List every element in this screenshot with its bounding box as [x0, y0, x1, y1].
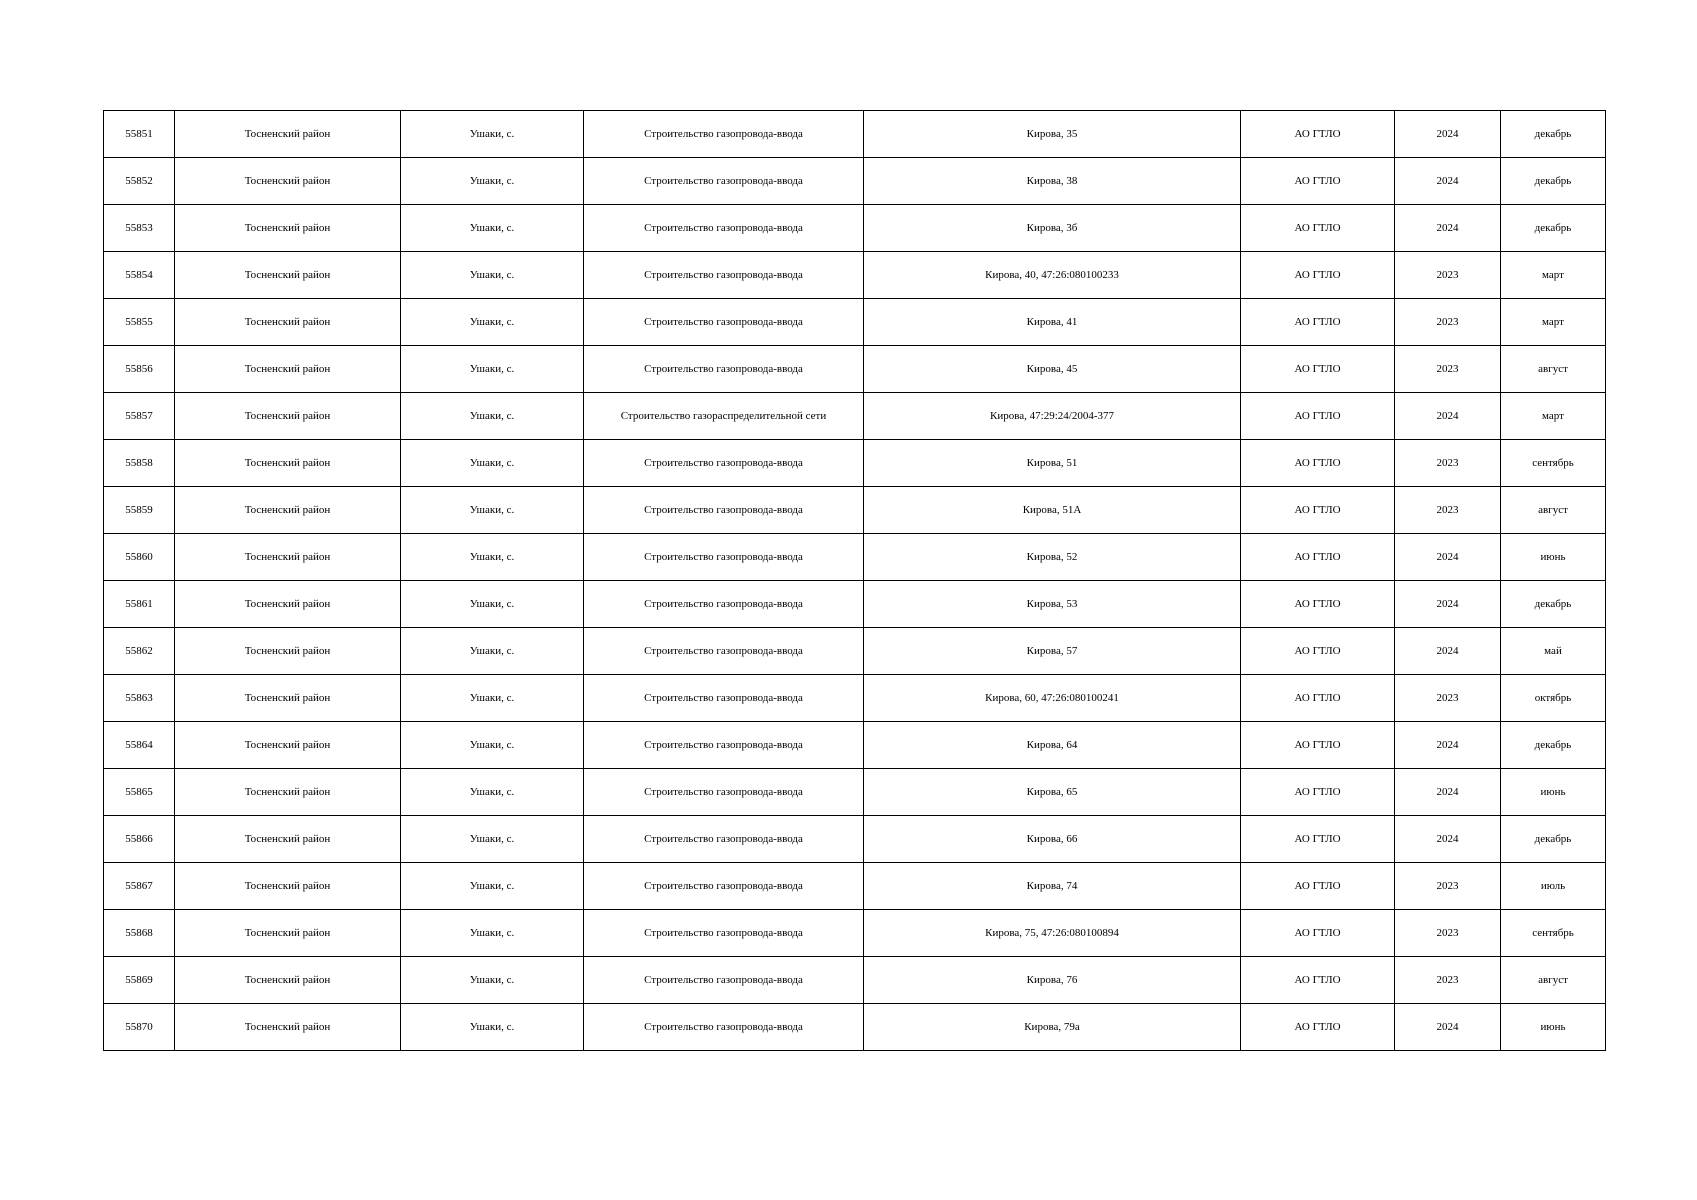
- row-district: Тосненский район: [175, 1004, 401, 1051]
- table-row: [104, 957, 1606, 1004]
- row-year: 2024: [1395, 816, 1501, 863]
- row-work-type: Строительство газопровода-ввода: [584, 111, 864, 158]
- row-address: Кирова, 47:29:24/2004-377: [864, 393, 1241, 440]
- row-address: Кирова, 53: [864, 581, 1241, 628]
- row-organization: АО ГТЛО: [1241, 299, 1395, 346]
- row-locality: Ушаки, с.: [401, 581, 584, 628]
- row-address: Кирова, 41: [864, 299, 1241, 346]
- row-month: июнь: [1501, 534, 1606, 581]
- row-work-type: Строительство газопровода-ввода: [584, 863, 864, 910]
- row-id: 55868: [104, 910, 175, 957]
- row-month: июнь: [1501, 769, 1606, 816]
- row-year: 2023: [1395, 487, 1501, 534]
- row-month: декабрь: [1501, 581, 1606, 628]
- row-work-type: Строительство газопровода-ввода: [584, 487, 864, 534]
- row-address: Кирова, 64: [864, 722, 1241, 769]
- row-locality: Ушаки, с.: [401, 299, 584, 346]
- row-year: 2023: [1395, 675, 1501, 722]
- row-work-type: Строительство газопровода-ввода: [584, 628, 864, 675]
- row-work-type: Строительство газопровода-ввода: [584, 205, 864, 252]
- row-locality: Ушаки, с.: [401, 910, 584, 957]
- row-organization: АО ГТЛО: [1241, 393, 1395, 440]
- row-id: 55864: [104, 722, 175, 769]
- row-organization: АО ГТЛО: [1241, 346, 1395, 393]
- row-work-type: Строительство газопровода-ввода: [584, 158, 864, 205]
- row-id: 55854: [104, 252, 175, 299]
- row-organization: АО ГТЛО: [1241, 769, 1395, 816]
- row-work-type: Строительство газопровода-ввода: [584, 769, 864, 816]
- table-row: [104, 252, 1606, 299]
- row-district: Тосненский район: [175, 299, 401, 346]
- row-year: 2024: [1395, 393, 1501, 440]
- row-year: 2023: [1395, 957, 1501, 1004]
- row-month: сентябрь: [1501, 440, 1606, 487]
- row-organization: АО ГТЛО: [1241, 957, 1395, 1004]
- table-row: [104, 205, 1606, 252]
- row-month: март: [1501, 393, 1606, 440]
- row-address: Кирова, 40, 47:26:080100233: [864, 252, 1241, 299]
- row-address: Кирова, 74: [864, 863, 1241, 910]
- row-district: Тосненский район: [175, 675, 401, 722]
- row-address: Кирова, 76: [864, 957, 1241, 1004]
- row-month: август: [1501, 346, 1606, 393]
- row-address: Кирова, 79а: [864, 1004, 1241, 1051]
- row-month: сентябрь: [1501, 910, 1606, 957]
- row-locality: Ушаки, с.: [401, 111, 584, 158]
- row-address: Кирова, 52: [864, 534, 1241, 581]
- row-month: декабрь: [1501, 722, 1606, 769]
- row-work-type: Строительство газопровода-ввода: [584, 440, 864, 487]
- row-district: Тосненский район: [175, 111, 401, 158]
- row-address: Кирова, 38: [864, 158, 1241, 205]
- row-locality: Ушаки, с.: [401, 440, 584, 487]
- row-month: май: [1501, 628, 1606, 675]
- row-year: 2023: [1395, 252, 1501, 299]
- row-year: 2024: [1395, 581, 1501, 628]
- row-year: 2024: [1395, 1004, 1501, 1051]
- row-district: Тосненский район: [175, 957, 401, 1004]
- row-work-type: Строительство газопровода-ввода: [584, 816, 864, 863]
- table-row: [104, 111, 1606, 158]
- row-district: Тосненский район: [175, 487, 401, 534]
- row-district: Тосненский район: [175, 252, 401, 299]
- table-row: [104, 581, 1606, 628]
- row-year: 2024: [1395, 534, 1501, 581]
- row-year: 2023: [1395, 440, 1501, 487]
- row-district: Тосненский район: [175, 346, 401, 393]
- row-month: июль: [1501, 863, 1606, 910]
- table-row: [104, 1004, 1606, 1051]
- row-district: Тосненский район: [175, 628, 401, 675]
- row-month: декабрь: [1501, 158, 1606, 205]
- table-row: [104, 675, 1606, 722]
- row-locality: Ушаки, с.: [401, 158, 584, 205]
- row-district: Тосненский район: [175, 205, 401, 252]
- row-work-type: Строительство газораспределительной сети: [584, 393, 864, 440]
- row-year: 2024: [1395, 205, 1501, 252]
- row-address: Кирова, 35: [864, 111, 1241, 158]
- row-district: Тосненский район: [175, 863, 401, 910]
- row-district: Тосненский район: [175, 910, 401, 957]
- row-year: 2023: [1395, 863, 1501, 910]
- row-year: 2024: [1395, 158, 1501, 205]
- row-work-type: Строительство газопровода-ввода: [584, 675, 864, 722]
- row-month: декабрь: [1501, 205, 1606, 252]
- row-address: Кирова, 57: [864, 628, 1241, 675]
- row-district: Тосненский район: [175, 440, 401, 487]
- row-address: Кирова, 51: [864, 440, 1241, 487]
- table-row: [104, 299, 1606, 346]
- table-row: [104, 534, 1606, 581]
- row-id: 55860: [104, 534, 175, 581]
- row-id: 55852: [104, 158, 175, 205]
- row-district: Тосненский район: [175, 769, 401, 816]
- row-organization: АО ГТЛО: [1241, 111, 1395, 158]
- row-locality: Ушаки, с.: [401, 393, 584, 440]
- row-year: 2024: [1395, 628, 1501, 675]
- row-district: Тосненский район: [175, 581, 401, 628]
- table-row: [104, 393, 1606, 440]
- row-organization: АО ГТЛО: [1241, 534, 1395, 581]
- table-row: [104, 769, 1606, 816]
- row-locality: Ушаки, с.: [401, 1004, 584, 1051]
- row-month: март: [1501, 299, 1606, 346]
- table-row: [104, 910, 1606, 957]
- table-body: [104, 111, 1606, 1051]
- row-work-type: Строительство газопровода-ввода: [584, 299, 864, 346]
- row-id: 55857: [104, 393, 175, 440]
- row-locality: Ушаки, с.: [401, 769, 584, 816]
- row-month: август: [1501, 957, 1606, 1004]
- row-work-type: Строительство газопровода-ввода: [584, 1004, 864, 1051]
- row-id: 55866: [104, 816, 175, 863]
- row-organization: АО ГТЛО: [1241, 722, 1395, 769]
- row-locality: Ушаки, с.: [401, 534, 584, 581]
- row-address: Кирова, 3б: [864, 205, 1241, 252]
- row-id: 55851: [104, 111, 175, 158]
- row-id: 55867: [104, 863, 175, 910]
- row-organization: АО ГТЛО: [1241, 1004, 1395, 1051]
- row-id: 55869: [104, 957, 175, 1004]
- row-work-type: Строительство газопровода-ввода: [584, 581, 864, 628]
- table-row: [104, 440, 1606, 487]
- table-row: [104, 722, 1606, 769]
- row-district: Тосненский район: [175, 534, 401, 581]
- row-locality: Ушаки, с.: [401, 628, 584, 675]
- row-year: 2024: [1395, 111, 1501, 158]
- row-locality: Ушаки, с.: [401, 252, 584, 299]
- row-district: Тосненский район: [175, 816, 401, 863]
- row-organization: АО ГТЛО: [1241, 628, 1395, 675]
- row-address: Кирова, 51А: [864, 487, 1241, 534]
- row-work-type: Строительство газопровода-ввода: [584, 957, 864, 1004]
- row-locality: Ушаки, с.: [401, 957, 584, 1004]
- row-organization: АО ГТЛО: [1241, 487, 1395, 534]
- row-locality: Ушаки, с.: [401, 816, 584, 863]
- row-work-type: Строительство газопровода-ввода: [584, 346, 864, 393]
- row-address: Кирова, 45: [864, 346, 1241, 393]
- row-month: декабрь: [1501, 816, 1606, 863]
- row-year: 2023: [1395, 346, 1501, 393]
- table-row: [104, 628, 1606, 675]
- row-id: 55855: [104, 299, 175, 346]
- row-id: 55858: [104, 440, 175, 487]
- row-month: июнь: [1501, 1004, 1606, 1051]
- row-year: 2024: [1395, 722, 1501, 769]
- row-organization: АО ГТЛО: [1241, 252, 1395, 299]
- table-row: [104, 816, 1606, 863]
- row-work-type: Строительство газопровода-ввода: [584, 910, 864, 957]
- row-month: март: [1501, 252, 1606, 299]
- row-locality: Ушаки, с.: [401, 722, 584, 769]
- gasification-table: [103, 110, 1606, 1051]
- row-id: 55865: [104, 769, 175, 816]
- table-row: [104, 487, 1606, 534]
- row-organization: АО ГТЛО: [1241, 863, 1395, 910]
- row-address: Кирова, 75, 47:26:080100894: [864, 910, 1241, 957]
- row-organization: АО ГТЛО: [1241, 581, 1395, 628]
- row-month: декабрь: [1501, 111, 1606, 158]
- row-id: 55853: [104, 205, 175, 252]
- row-year: 2023: [1395, 910, 1501, 957]
- table-row: [104, 158, 1606, 205]
- row-work-type: Строительство газопровода-ввода: [584, 534, 864, 581]
- row-organization: АО ГТЛО: [1241, 158, 1395, 205]
- row-organization: АО ГТЛО: [1241, 205, 1395, 252]
- row-district: Тосненский район: [175, 393, 401, 440]
- row-locality: Ушаки, с.: [401, 346, 584, 393]
- row-organization: АО ГТЛО: [1241, 675, 1395, 722]
- row-organization: АО ГТЛО: [1241, 816, 1395, 863]
- row-locality: Ушаки, с.: [401, 487, 584, 534]
- row-year: 2023: [1395, 299, 1501, 346]
- row-district: Тосненский район: [175, 158, 401, 205]
- row-work-type: Строительство газопровода-ввода: [584, 722, 864, 769]
- row-address: Кирова, 65: [864, 769, 1241, 816]
- table-row: [104, 346, 1606, 393]
- row-id: 55856: [104, 346, 175, 393]
- row-district: Тосненский район: [175, 722, 401, 769]
- row-id: 55862: [104, 628, 175, 675]
- row-work-type: Строительство газопровода-ввода: [584, 252, 864, 299]
- row-month: август: [1501, 487, 1606, 534]
- row-locality: Ушаки, с.: [401, 205, 584, 252]
- row-address: Кирова, 66: [864, 816, 1241, 863]
- row-address: Кирова, 60, 47:26:080100241: [864, 675, 1241, 722]
- row-locality: Ушаки, с.: [401, 675, 584, 722]
- row-year: 2024: [1395, 769, 1501, 816]
- table-row: [104, 863, 1606, 910]
- row-organization: АО ГТЛО: [1241, 910, 1395, 957]
- row-id: 55859: [104, 487, 175, 534]
- row-id: 55870: [104, 1004, 175, 1051]
- row-month: октябрь: [1501, 675, 1606, 722]
- row-id: 55861: [104, 581, 175, 628]
- row-organization: АО ГТЛО: [1241, 440, 1395, 487]
- row-locality: Ушаки, с.: [401, 863, 584, 910]
- row-id: 55863: [104, 675, 175, 722]
